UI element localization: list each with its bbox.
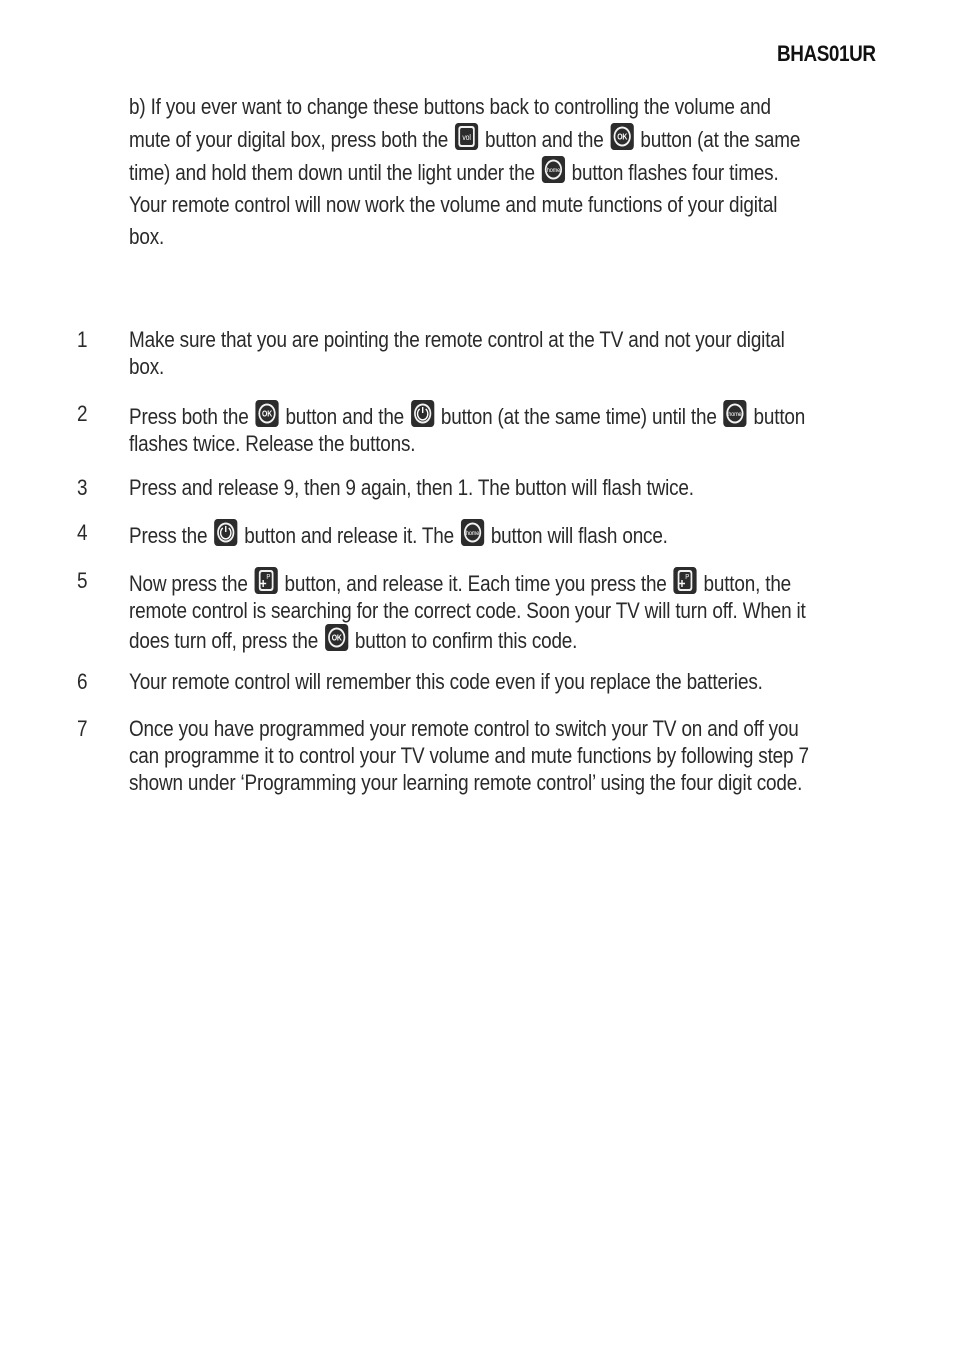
svg-text:OK: OK [331,632,342,643]
step-line: Once you have programmed your remote control to switch your TV on and off you [129,716,799,741]
svg-text:home: home [546,167,560,175]
step-text [129,474,886,501]
step-text-part: button, the [703,571,792,596]
program-up-button-icon [255,567,278,594]
step-line: Press and release 9, then 9 again, then 1. The button will flash twice. [129,475,694,500]
intro-text: mute of your digital box, press both the [129,127,449,152]
svg-text:P: P [266,573,271,582]
intro-text: button and the [484,127,604,152]
ok-button-icon [325,624,348,651]
step-text-part: button, and release it. Each time you press the [284,571,667,596]
step-line: shown under ‘Programming your learning remote control’ using the four digit code. [129,770,803,795]
intro-line-1: b) If you ever want to change these buttons back to controlling the volume and [129,94,771,119]
step-text [129,668,886,695]
step-line [129,400,886,430]
intro-text: button (at the same [640,127,801,152]
svg-text:OK: OK [262,408,273,419]
step-text-part: button to confirm this code. [354,628,578,653]
intro-text: button flashes four times. [571,160,779,185]
svg-text:home: home [465,530,480,538]
svg-text:home: home [728,411,742,419]
home-button-icon [542,156,565,183]
vol-button-icon [455,123,478,150]
step-line: Make sure that you are pointing the remote control at the TV and not your digital [129,327,785,352]
svg-text:OK: OK [617,131,627,142]
step-text [129,567,886,654]
home-button-icon [724,400,747,427]
step-line: can programme it to control your TV volume and mute functions by following step 7 [129,743,809,768]
step-text-part: Press the [129,523,208,548]
step-text-part: button will flash once. [490,523,668,548]
step-line: box. [129,354,165,379]
step-text-part: button [753,404,806,429]
intro-paragraph [129,91,877,253]
step-text [129,519,886,549]
program-up-button-icon [673,567,696,594]
intro-line-2 [129,123,877,156]
step-text-part: button and release it. The [244,523,454,548]
intro-line-5: box. [129,224,165,249]
step-text [129,400,886,457]
step-text-part: does turn off, press the [129,628,319,653]
step-number: 5 [77,568,88,593]
step-line [129,624,886,654]
step-line: flashes twice. Release the buttons. [129,431,416,456]
step-line: remote control is searching for the correct code. Soon your TV will turn off. When it [129,598,806,623]
step-number: 6 [77,669,88,694]
intro-text: time) and hold them down until the light under the [129,160,535,185]
home-button-icon [461,519,484,546]
step-number: 4 [77,520,88,545]
ok-button-icon [255,400,278,427]
model-number: BHAS01UR [777,41,876,66]
step-line [129,519,886,549]
svg-text:P: P [685,573,690,582]
svg-text:vol: vol [462,132,471,143]
step-text-part: button (at the same time) until the [440,404,717,429]
step-text-part: button and the [285,404,405,429]
step-number: 2 [77,401,88,426]
tv-power-button-icon [214,519,237,546]
step-text-part: Now press the [129,571,248,596]
step-line [129,567,886,597]
intro-line-4: Your remote control will now work the volume and mute functions of your digital [129,192,778,217]
step-number: 7 [77,716,88,741]
step-text [129,715,886,796]
step-text-part: Press both the [129,404,249,429]
ok-button-icon [610,123,633,150]
step-text [129,326,886,380]
tv-power-button-icon [411,400,434,427]
step-number: 1 [77,327,88,352]
step-line: Your remote control will remember this code even if you replace the batteries. [129,669,763,694]
intro-line-3 [129,156,877,189]
step-number: 3 [77,475,88,500]
